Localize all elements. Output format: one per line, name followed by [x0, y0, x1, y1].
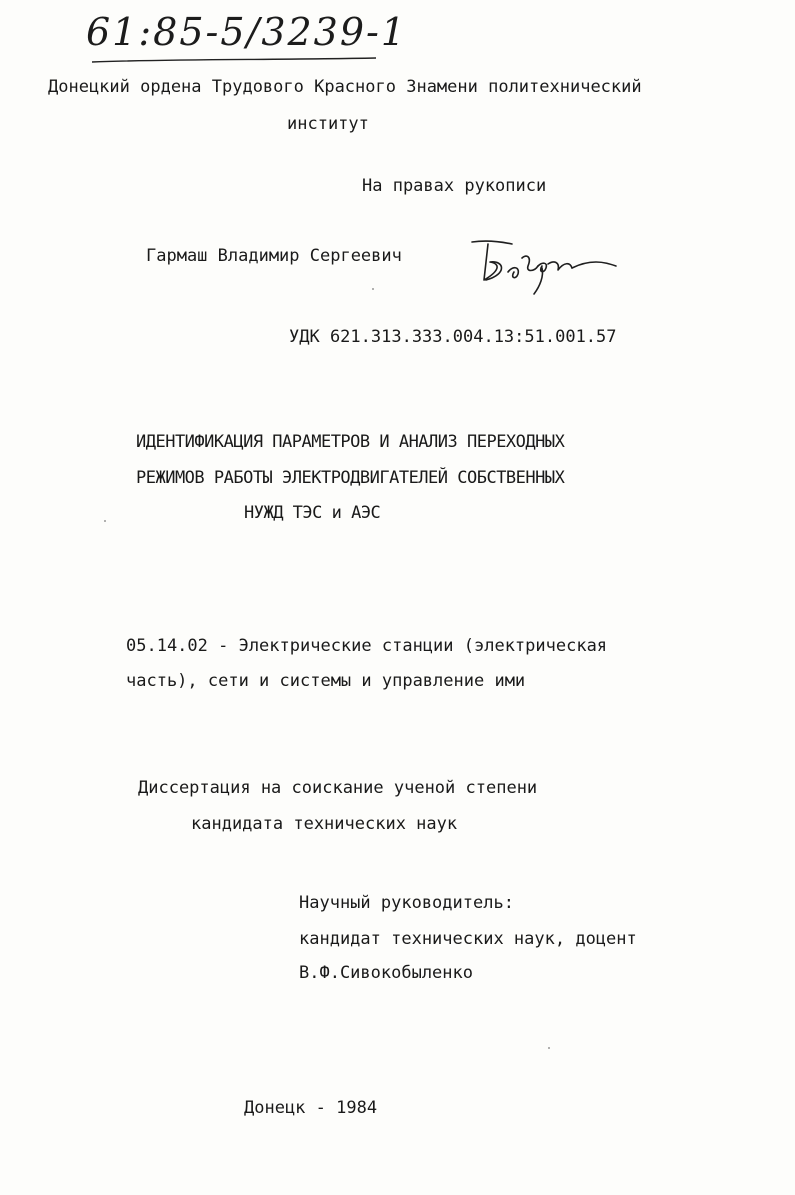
author-signature — [468, 232, 618, 296]
institution-line-2: институт — [287, 114, 369, 134]
specialty-line-1: 05.14.02 - Электрические станции (электрическая — [126, 636, 608, 656]
scan-speck — [372, 288, 374, 290]
author-name: Гармаш Владимир Сергеевич — [146, 246, 402, 266]
institution-line-1: Донецкий ордена Трудового Красного Знамени политехнический — [48, 77, 642, 97]
degree-line-1: Диссертация на соискание ученой степени — [138, 778, 538, 798]
place-year: Донецк - 1984 — [244, 1098, 378, 1118]
thesis-title-line-3: НУЖД ТЭС и АЭС — [244, 503, 381, 523]
scan-speck — [548, 1047, 550, 1049]
degree-line-2: кандидата технических наук — [191, 814, 458, 834]
thesis-title-line-2: РЕЖИМОВ РАБОТЫ ЭЛЕКТРОДВИГАТЕЛЕЙ СОБСТВЕННЫХ — [136, 468, 565, 488]
supervisor-rank: кандидат технических наук, доцент — [299, 929, 637, 949]
scan-speck — [104, 520, 106, 522]
archive-number-underline — [90, 56, 380, 66]
specialty-line-2: часть), сети и системы и управление ими — [126, 671, 526, 691]
archive-number: 61:85-5/3239-1 — [86, 10, 408, 54]
supervisor-label: Научный руководитель: — [299, 893, 514, 913]
udc-code: УДК 621.313.333.004.13:51.001.57 — [289, 327, 617, 347]
supervisor-name: В.Ф.Сивокобыленко — [299, 963, 473, 983]
manuscript-note: На правах рукописи — [362, 176, 547, 196]
thesis-title-line-1: ИДЕНТИФИКАЦИЯ ПАРАМЕТРОВ И АНАЛИЗ ПЕРЕХОДНЫХ — [136, 432, 565, 452]
